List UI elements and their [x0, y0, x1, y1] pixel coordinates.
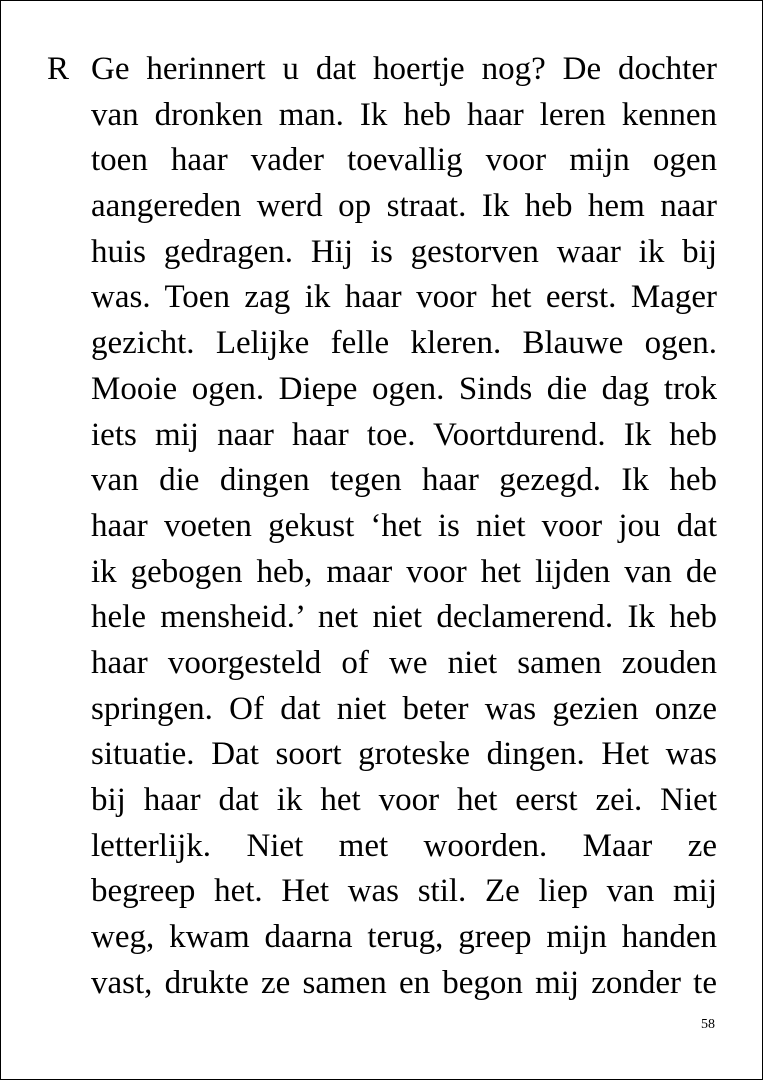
text-line: Ge herinnert u dat hoertje nog? De dochter [91, 51, 717, 87]
text-line: hele mensheid.’ net niet declamerend. Ik heb [91, 599, 717, 636]
text-line: springen. Of dat niet beter was gezien onze [91, 690, 717, 727]
text-line: weg, kwam daarna terug, greep mijn handen [91, 919, 717, 956]
text-line: van dronken man. Ik heb haar leren kennen [91, 96, 717, 133]
text-line: ik gebogen heb, maar voor het lijden van de [91, 553, 717, 590]
text-line: bij haar dat ik het voor het eerst zei. Niet [91, 782, 717, 818]
text-line: iets mij naar haar toe. Voortdurend. Ik heb [91, 416, 717, 453]
page-number: 58 [701, 1017, 715, 1032]
text-line: Mooie ogen. Diepe ogen. Sinds die dag trok [91, 370, 717, 407]
text-line: van die dingen tegen haar gezegd. Ik heb [91, 462, 717, 499]
text-line: gezicht. Lelijke felle kleren. Blauwe ogen. [91, 325, 717, 362]
text-line: toen haar vader toevallig voor mijn ogen [91, 142, 717, 179]
text-line: situatie. Dat soort groteske dingen. Het was [91, 736, 717, 773]
text-line: vast, drukte ze samen en begon mij zonder te [91, 964, 717, 1001]
text-line: letterlijk. Niet met woorden. Maar ze [91, 827, 717, 864]
text-line: aangereden werd op straat. Ik heb hem naar [91, 188, 717, 225]
text-line: haar voorgesteld of we niet samen zouden [91, 644, 717, 681]
speaker-label: R [47, 51, 70, 87]
body-text [91, 47, 717, 1006]
text-line: haar voeten gekust ‘het is niet voor jou dat [91, 507, 717, 544]
text-line: begreep het. Het was stil. Ze liep van mij [91, 873, 717, 910]
text-line: was. Toen zag ik haar voor het eerst. Mager [91, 279, 717, 316]
text-line: huis gedragen. Hij is gestorven waar ik bij [91, 233, 717, 270]
